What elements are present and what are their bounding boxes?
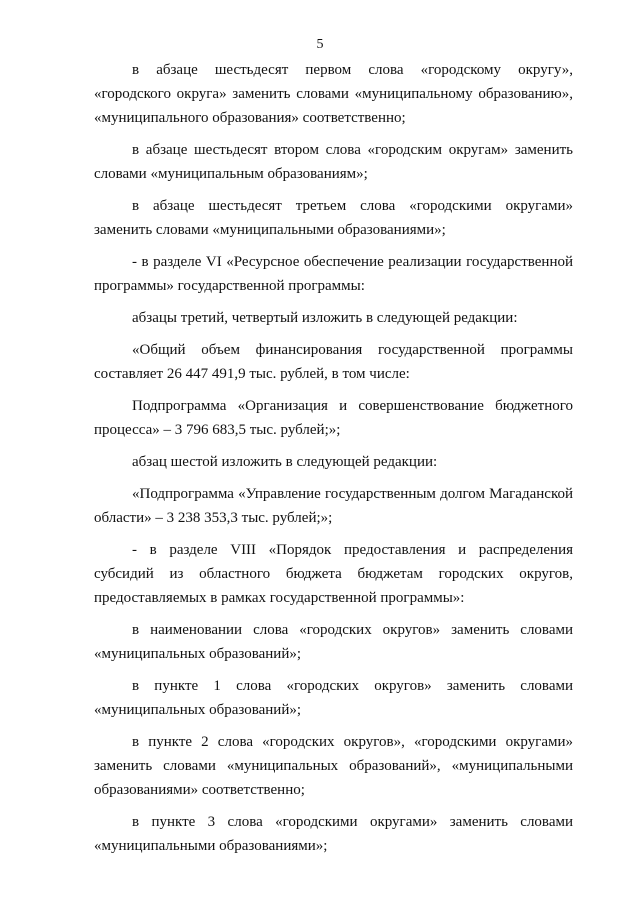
paragraph-paragraphs-3-4: абзацы третий, четвертый изложить в следующей редакции: (132, 310, 518, 326)
paragraph-section-8: - в разделе VIII «Порядок предоставления и распределения субсидий из областного бюджета бюджетам городских округов, предоставляемых в рамках государственной программы»: (94, 542, 573, 606)
paragraph-amend-61: в абзаце шестьдесят первом слова «городскому округу», «городского округа» заменить словами «муниципальному образованию», «муниципального образования» соответственно; (94, 62, 573, 126)
paragraph-paragraph-6: абзац шестой изложить в следующей редакции: (132, 454, 438, 470)
paragraph-point-2: в пункте 2 слова «городских округов», «городскими округами» заменить словами «муниципальных образований», «муниципальными образованиями» соответственно; (94, 734, 573, 798)
paragraph-amend-63: в абзаце шестьдесят третьем слова «городскими округами» заменить словами «муниципальными образованиями»; (94, 198, 573, 238)
paragraph-subprogram-budget: Подпрограмма «Организация и совершенствование бюджетного процесса» – 3 796 683,5 тыс. рублей;»; (94, 398, 573, 438)
page-number: 5 (316, 37, 324, 52)
paragraph-total-funding: «Общий объем финансирования государственной программы составляет 26 447 491,9 тыс. рублей, в том числе: (94, 342, 573, 382)
paragraph-subprogram-debt: «Подпрограмма «Управление государственным долгом Магаданской области» – 3 238 353,3 тыс. рублей;»; (94, 486, 573, 526)
paragraph-title-amend: в наименовании слова «городских округов» заменить словами «муниципальных образований»; (94, 622, 573, 662)
paragraph-point-1: в пункте 1 слова «городских округов» заменить словами «муниципальных образований»; (94, 678, 573, 718)
paragraph-amend-62: в абзаце шестьдесят втором слова «городским округам» заменить словами «муниципальным образованиям»; (94, 142, 573, 182)
paragraph-section-6: - в разделе VI «Ресурсное обеспечение реализации государственной программы» государственной программы: (94, 254, 573, 294)
document-body (94, 58, 573, 866)
paragraph-point-3: в пункте 3 слова «городскими округами» заменить словами «муниципальными образованиями»; (94, 814, 573, 854)
